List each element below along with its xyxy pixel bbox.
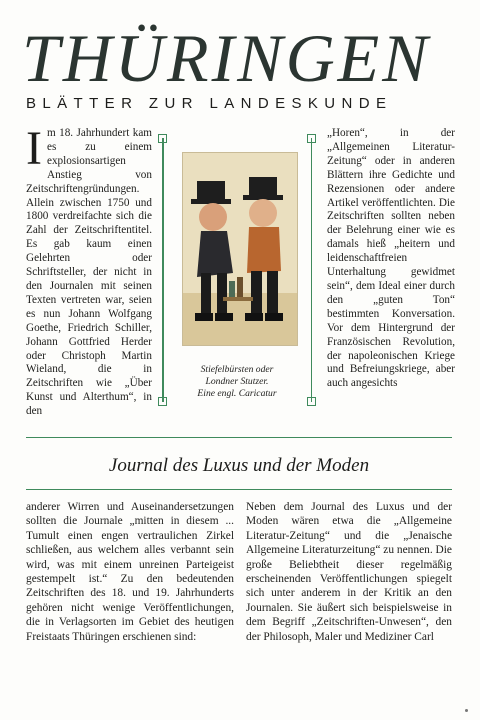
illustration-frame	[158, 134, 316, 406]
image-caption	[178, 364, 296, 400]
frame-corner-br	[307, 397, 316, 406]
section-title: Journal des Luxus und der Moden	[108, 455, 370, 476]
caricature-image	[182, 152, 298, 346]
article-column-right: „Horen“, in der „Allgemeinen Literatur-Zeitung“ oder in anderen Blättern ihre Gedichte und Rezensionen oder andere Artikel veröffentlichten. Die Zeitschriften sollten neben der Belehrung einer wie es damals hieß „heitern und leidenschaftfreien Unterhaltung gewidmet sein“, dem Ideal einer durch den „guten Ton“ bestimmten Konversation. Vor dem Hintergrund der Französischen Revolution, der napoleonischen Kriege und Befreiungskriege, aber auch angesichts	[327, 127, 455, 390]
frame-line-left	[162, 138, 164, 402]
article-column-bottom-right: Neben dem Journal des Luxus und der Moden wären etwa die „Allgemeine Literatur-Zeitung“ und die „Jenaische Allgemeine Literaturzeitung“ zu nennen. Die große Beliebtheit dieser regelmäßig erscheinenden Veröffentlichungen spiegelt sich unter anderem in der Kritik an den Journalen. Sie äußert sich beispielsweise in dem Begriff „Zeitschriften-Unwesen“, den der Philosoph, Maler und Mediziner Carl	[246, 501, 452, 643]
article-column-left	[26, 122, 152, 419]
caption-line: Londner Stutzer.	[205, 376, 269, 387]
divider-bottom	[26, 489, 452, 490]
caption-line: Stiefelbürsten oder	[200, 364, 274, 375]
page-mark	[465, 709, 468, 712]
divider-top	[26, 437, 452, 438]
masthead-subtitle: BLÄTTER ZUR LANDESKUNDE	[26, 95, 393, 112]
frame-corner-tr	[307, 134, 316, 143]
frame-line-right	[311, 138, 313, 402]
caption-line: Eine engl. Caricatur	[197, 388, 277, 399]
caricature-illustration	[183, 153, 297, 345]
drop-cap: I	[26, 122, 42, 175]
article-column-bottom-left: anderer Wirren und Auseinandersetzungen sollten die Journale „mitten in diesem ... Tumult einen engen vertraulichen Zirkel schließen, aus welchem alles verbannt sein wird, was mit einem unreinen Parteigeist gestempelt ist.“ Zu den bedeutenden Zeitschriften des 18. und 19. Jahrhunderts gehören nicht wenige Veröffentlichungen, die in Verlagsorten im Gebiet des heutigen Freistaats Thüringen erschienen sind:	[26, 501, 234, 643]
article-column-left-text: m 18. Jahrhundert kam es zu einem explosionsartigen Anstieg von Zeitschriftengründungen. Allein zwischen 1750 und 1800 verdreifachte sich die Zahl der Zeitschriftentitel. Es gab kaum einen Gelehrten oder Schriftsteller, der nicht in den Journalen mit seinen Texten vertreten war, seien es nun Johann Wolfgang Goethe, Friedrich Schiller, Johann Gottfried Herder oder Christoph Martin Wieland, die in Zeitschriften wie „Über Kunst und Alterthum“, in den	[26, 127, 152, 418]
frame-corner-bl	[158, 397, 167, 406]
masthead-title: THÜRINGEN	[22, 20, 431, 96]
frame-corner-tl	[158, 134, 167, 143]
